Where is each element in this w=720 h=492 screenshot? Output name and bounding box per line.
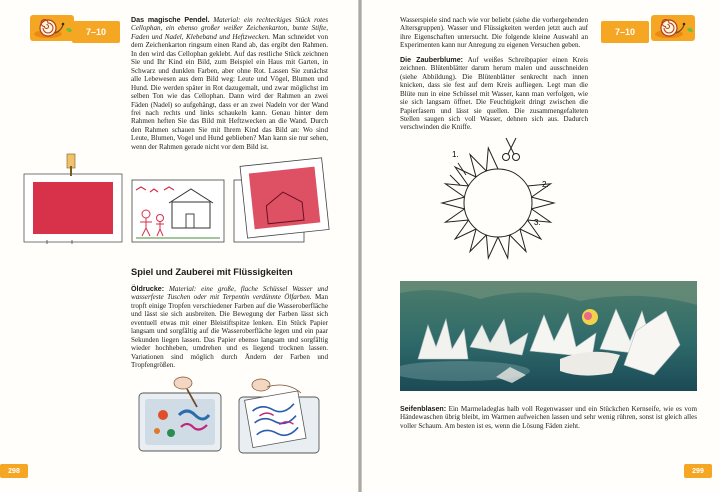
oeldrucke-text <box>131 285 328 376</box>
zauberblume-body: Auf weißes Schreibpapier einen Kreis zeichnen. Blütenblätter darum herum malen und ausschneiden (siehe Abbildung). Die Blütenblätter senkrecht nach innen knicken, dass sie fest auf dem Kreis aufliegen. Legt man die Blüte nun in eine Schüssel mit Wasser, kann man verfolgen, wie sie sich langsam öffnet. Die Feuchtigkeit dringt zwischen die Papierfasern und lässt sie quellen. Die zusammengefalteten Stellen saugen sich voll Wasser, dehnen sich aus. Dadurch verschwinden die Kniffe. <box>400 55 588 132</box>
snail-logo-icon <box>30 15 74 41</box>
age-badge-right: 7–10 <box>601 21 649 43</box>
page-number-left: 298 <box>0 464 28 478</box>
zauberblume-title: Die Zauberblume: <box>400 55 464 64</box>
section-heading: Spiel und Zauberei mit Flüssigkeiten <box>131 267 293 277</box>
pendulum-frame-illustration <box>22 152 332 246</box>
oeldrucke-material: Material: eine große, flache Schüssel Wasser und wasserfeste Tuschen oder mit Terpentin verdünnte Ölfarben. <box>131 285 328 302</box>
book-gutter <box>358 0 362 492</box>
pendel-body: Man schneidet von dem Zeichenkarton ringsum einen Rand ab, das ergibt den Rahmen. In den wird das Cellophan geklebt. Auf das restliche Stück zeichnen Sie und Ihr Kind ein Bild, zum Beispiel ein Haus mit Garten, in Schwarz und dunklen Farben, aber ohne Rot. Lassen Sie zunächst alle Lebewesen aus dem Bild weg: Leute und Vögel, Blumen und Hund. Die werden später in Rot dazugemalt, und zwar möglichst im selben Ton wie das Cellophan. Dann wird der Rahmen an zwei Fäden (Nadel) so aufgehängt, dass er an zwei Nadeln vor der Wand frei nach rechts und links schaukeln kann. Genau hinter dem Rahmen heften Sie das Bild mit Heftzwecken an die Wand. Durch den Rahmen schauen Sie mit Ihrem Kind das Bild an: Wo sind Leute, Blumen, Vogel und Hund geblieben? Man kann sie nur sehen, wenn der Rahmen gerade nicht vor dem Bild ist. <box>131 32 328 151</box>
pendel-title: Das magische Pendel. <box>131 16 210 24</box>
pendel-text <box>131 16 328 157</box>
scissors-icon <box>503 138 520 161</box>
seifenblasen-text <box>400 405 697 436</box>
diagram-label-2: 2. <box>542 180 549 189</box>
page-number-right: 299 <box>684 464 712 478</box>
paper-flower-diagram <box>430 135 570 260</box>
oeldrucke-body: Man tropft einige Tropfen verschiedener Farben auf die Wasseroberfläche und lässt sie sich ausbreiten. Die Bewegung der Farben lässt sich eventuell etwas mit einer Bleistiftspitze lenken. Ein Stück Papier langsam und sorgfältig auf die Wasseroberfläche legen und ein paar Sekunden liegen lassen. Das Papier ebenso langsam und sorgfältig wieder hochheben, umdrehen und es liegend trocknen lassen. Variationen sind möglich durch Ändern der Farben und Tropfengrößen. <box>131 293 329 370</box>
oeldrucke-title: Öldrucke: <box>131 285 165 293</box>
diagram-label-1: 1. <box>452 150 459 159</box>
pendel-material: Material: ein rechteckiges Stück rotes Cellophan, ein ebenso großer weißer Zeichenkarton, bunte Stifte, Faden und Nadel, Klebeband und Heftzwecken. <box>131 16 328 41</box>
seifenblasen-body: Ein Marmeladeglas halb voll Regenwasser und ein Stückchen Kernseife, wie es vom Händewaschen übrig bleibt, im Warmen aufweichen lassen und sehr wenig rühren, sonst ist gleich alles voller Schaum. Am besten ist es, wenn die Lösung Fäden zieht. <box>400 405 697 430</box>
age-badge: 7–10 <box>72 21 120 43</box>
intro-text <box>400 16 588 138</box>
seifenblasen-title: Seifenblasen: <box>400 405 447 413</box>
diagram-label-3: 3. <box>534 218 541 227</box>
snail-logo-icon <box>651 15 695 41</box>
marbling-illustration <box>131 375 327 457</box>
intro-paragraph: Wasserspiele sind nach wie vor beliebt (siehe die vorhergehenden Altersgruppen). Wasser und Flüssigkeiten werden jetzt auch auf ihre Eigenschaften untersucht. Die folgende kleine Auswahl an Experimenten kann nur Anregung zu eigenen Versuchen geben. <box>400 16 588 50</box>
paper-flowers-water-photo <box>400 281 697 391</box>
